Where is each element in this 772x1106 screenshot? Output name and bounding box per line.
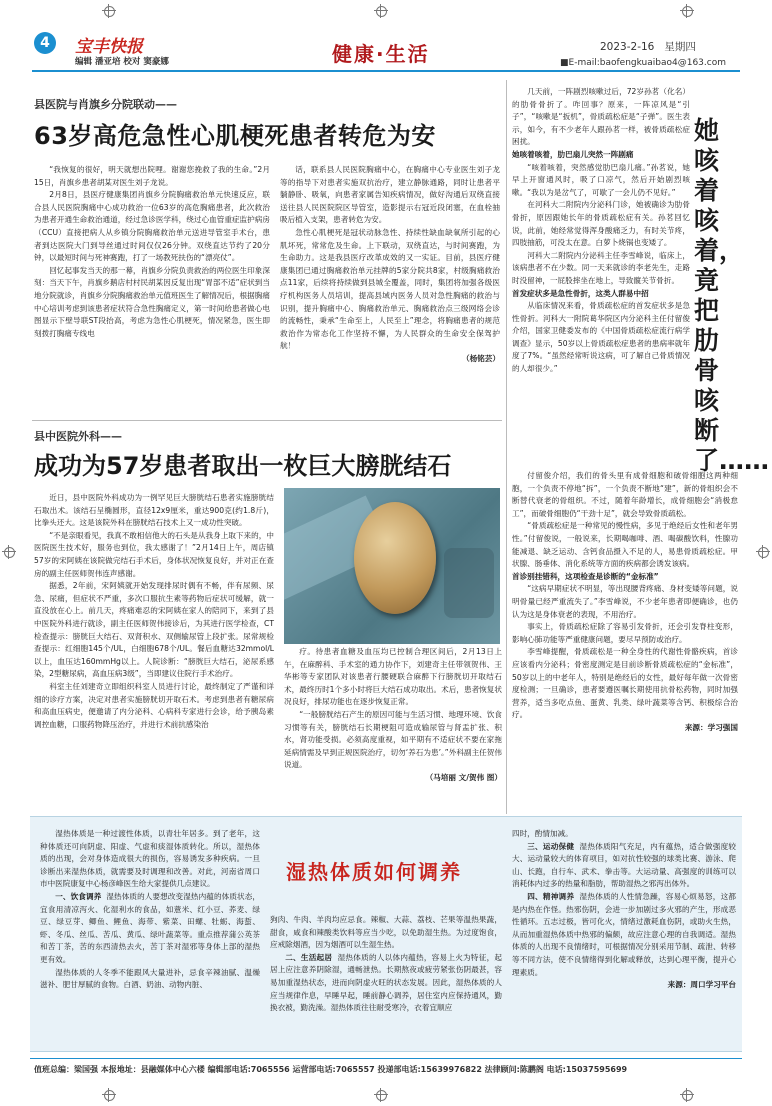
paragraph-text: 湿热体质的人以体内蕴热，容易上火为特征，起居上应注意养阴除湿，通畅泄热。长期熬夜或疲劳紧张伤阴最甚，容易加重湿热状态，进而向阴虚火旺的状态发展。因此，湿热体质的人应当规律作息，早睡早起，睡前静心调养，居住室内应保持通风，勤换衣被，勤洗澡。湿热体质往往耐受寒冷，衣着宜顺应: [270, 952, 503, 1013]
article4-column-1: [40, 828, 260, 992]
subheading: 三、运动保健: [527, 841, 575, 851]
article2-column-1: [34, 492, 274, 731]
subheading: 四、精神调养: [527, 891, 575, 901]
paragraph: 从临床情况来看，骨质疏松症的首发症状多是急性骨折。河科大一附院葛华院区内分泌科主任付留俊介绍，国家卫健委发布的《中国骨质疏松症流行病学调查》显示，50岁以上骨质疏松症患者的患病率就年度了7%。“虽然经常听说这病，可了解自己骨质情况的人却很少。”: [512, 301, 690, 374]
crop-mark: [2, 545, 16, 559]
paragraph: 急性心肌梗死是冠状动脉急性、持续性缺血缺氧所引起的心肌坏死，常常危及生命。上下联动，双绕直达，与时间赛跑，为生命助力。这是我县医疗改革成效的又一实证。目前，县医疗健康集团已通过胸痛救治单元挂牌的5家分院共8家，村级胸痛救治点11家，后续将持续做到县城全覆盖，同时，集团将加强各级医疗机构医务人员培训，提高县域内医务人员对急性胸痛的救治与识别，提升胸痛中心、胸痛救治单元、胸痛救治点三级网络会诊的流畅性，秉承“生命至上，人民至上”理念，将胸痛患者的规范救治作为常态化工作坚持不懈，为人民群众的生命安全保驾护航！: [280, 227, 500, 351]
byline: 来源：学习强国: [684, 722, 738, 732]
article4-column-2: [270, 914, 502, 1015]
paragraph: “咳着咳着，突然感觉肋巴扇儿痛。”孙茗说，她早上开窗通风时，吸了口凉气，然后开始剧烈咳嗽。“我以为是岔气了，可歇了一会儿仍不见好。”: [512, 162, 690, 197]
paragraph: 科室主任刘建奇立即组织科室人员进行讨论，最终制定了严谨和详细的诊疗方案，决定对患者实施膀胱切开取石术。考虑到患者有糖尿病和高血压病史，便邀请了内分泌科、心病科专家进行会诊，给予胰岛素调控血糖，口服药物降压治疗，并进行术前抗感染治: [34, 681, 274, 729]
article2-headline: 成功为57岁患者取出一枚巨大膀胱结石: [34, 452, 452, 480]
subheading: 首诊别挂错科，这项检查是诊断的“金标准”: [512, 571, 659, 581]
subheading: 二、生活起居: [285, 952, 333, 962]
section-title: 健康·生活: [332, 42, 430, 66]
paragraph: “我恢复的很好，明天就想出院哩。谢谢您挽救了我的生命。”2月15日，肖旗乡患者胡某对医生刘子龙说。: [34, 165, 270, 187]
paragraph: 湿热体质是一种过渡性体质，以青壮年居多。到了老年，这种体质还可向阴虚、阳虚、气虚和痰湿体质转化。所以，湿热体质的出现，会对身体造成很大的损伤，容易诱发多种疾病。一旦诊断出来湿热体质，就需要及时调理和改善。对此，河南省周口市中医院康复中心杨彦峰医生给大家提供几点建议。: [40, 829, 260, 889]
paragraph-text: 湿热体质阳气充足，内有蕴热，适合做强度较大、运动量较大的体育项目，如对抗性较强的球类比赛、游泳、爬山、长跑，自行车、武术、拳击等。大运动量、高强度的训练可以消耗体内过多的热量和脂肪，帮助湿热之邪泻出体外。: [512, 841, 737, 889]
masthead-rule: [32, 70, 740, 72]
paragraph-text: 湿热体质的人要想改变湿热内蕴的体质状态，宜食用清凉泻火、化湿利水的食品，如薏米、红小豆、荞麦、绿豆、绿豆芽、鲫鱼、鲤鱼、海带、紫菜、田螺、牡蛎、海蜇、虾、冬瓜、丝瓜、苦瓜、黄瓜、绿叶蔬菜等。重点推荐蒲公英茶和苦丁茶，苦的东西清热去火，苦丁茶对湿邪等身体上部的湿热更有效。: [40, 891, 261, 964]
crop-mark: [102, 1088, 116, 1102]
paragraph: 疗。待患者血糖及血压均已控制合理区间后，2月13日上午，在麻醉科、手术室的通力协作下，刘建奇主任带领贺伟、王华彬等专家团队对该患者行腰硬联合麻醉下行膀胱切开取结石术，最终历时1个多小时将巨大结石成功取出。术后，患者恢复状况良好，排尿功能也在逐步恢复正常。: [284, 647, 502, 707]
date: 2023-2-16: [600, 41, 655, 53]
weekday: 星期四: [664, 41, 696, 53]
article1-column-2: [280, 164, 500, 366]
paragraph: 2月8日，县医疗健康集团肖旗乡分院胸痛救治单元快速反应，联合县人民医院胸痛中心成功救治一位63岁的高危胸痛患者，此次救治为患者开通生命救治通道，经过急诊医学科，绕过心血管重症监护病房（CCU）直接把病人从乡镇分院胸痛救治单元送进导管室手术台，患者到达医院大门到导丝通过时间仅仅26分钟。双绕直达节约了20分钟，以最短时间与死神赛跑，打了一场教死扶伤的“漂亮仗”。: [34, 190, 270, 263]
article4-column-3: [512, 828, 736, 992]
crop-mark: [374, 4, 388, 18]
article1-kicker: 县医院与肖旗乡分院联动——: [34, 98, 177, 111]
paragraph: [512, 841, 736, 891]
article2-column-2: [284, 646, 502, 785]
article4-headline: 湿热体质如何调养: [286, 860, 462, 884]
subheading: 一、饮食调养: [55, 891, 102, 901]
article1-column-1: [34, 164, 270, 340]
paragraph: 近日，县中医院外科成功为一例罕见巨大膀胱结石患者实施膀胱结石取出术。该结石呈椭圆形，直径12x9厘米，重达900克(约1.8斤)，比拳头还大。这是该院外科在膀胱结石技术上又一成功性突破。: [34, 493, 274, 528]
paragraph: 付留俊介绍，我们的骨头里有成骨细胞和破骨细胞这两种细胞，一个负责不停地“拆”，一个负责不断地“建”，新的骨组织会不断替代衰老的骨组织。不过，随着年龄增长，成骨细胞会“消极怠工”，而破骨细胞仍“干劲十足”，就会导致骨质疏松。: [512, 471, 738, 518]
bladder-stone-photo: [284, 488, 500, 644]
crop-mark: [680, 1088, 694, 1102]
paragraph: 河科大二附院内分泌科主任李雪峰说，临床上，该病患者不在少数。同一天来就诊的李老先生，走路时没留神，一屁股摔坐在地上，导致髋关节骨折。: [512, 250, 690, 285]
column-divider: [506, 80, 507, 814]
byline: （马培丽 文/贺伟 图）: [425, 772, 502, 782]
article1-headline: 63岁高危急性心肌梗死患者转危为安: [34, 122, 436, 150]
paragraph: 李雪峰提醒，骨质疏松是一种全身性的代谢性骨骼疾病，首诊应该看内分泌科；骨密度测定是目前诊断骨质疏松症的“金标准”，50岁以上的中老年人，特别是绝经后的女性，最好每年做一次骨密度检测；一旦确诊，患者要遵医嘱长期使用抗骨松药物，同时加强营养，适当多吃点鱼、蛋黄、乳类、绿叶蔬菜等含钙、积极综合治疗。: [512, 647, 738, 720]
article2-kicker: 县中医院外科——: [34, 430, 122, 443]
page-number-badge: 4: [34, 32, 56, 54]
paragraph: 据悉，2年前，宋阿姨就开始发现排尿时偶有不畅，伴有尿频、尿急、尿痛，但症状不严重，多次口服抗生素等药物后症状可缓解，就一直没放在心上。前几天，疼痛难忍的宋阿姨在家人的陪同下，来到了县中医院外科进行就诊，副主任医师贺伟接诊后，为其进行医学检查，CT检查提示：膀胱巨大结石、双肾积水、双侧输尿管上段扩张。尿常规检查提示：红细胞145个/UL，白细胞678个/UL。餐后血糖达32mmol/L以上，血压达160mmHg以上。人院诊断：“膀胱巨大结石，泌尿系感染，2型糖尿病，高血压病3级”，当即建议住院行手术治疗。: [34, 581, 274, 679]
paragraph: [512, 891, 736, 979]
paragraph: 几天前，一阵剧烈咳嗽过后，72岁孙茗（化名）的肋骨骨折了。咋回事？原来，一阵凉风是“引子”，“咳嗽是“扳机”，骨质疏松症是“子弹”。医生表示，如今，有不少老年人跟孙茗一样，被骨质疏松症困扰。: [512, 87, 690, 147]
crop-mark: [102, 4, 116, 18]
article3-column-top: [512, 86, 690, 376]
paper-logo: 宝丰快报: [75, 37, 143, 57]
subheading: 首发症状多是急性骨折，这类人群易中招: [512, 288, 649, 298]
editor-line: 编辑 潘亚培 校对 窦豪娜: [75, 57, 169, 67]
crop-mark: [756, 545, 770, 559]
divider: [32, 420, 502, 421]
paragraph: 在河科大二附院内分泌科门诊，她被确诊为肋骨骨折，原因跟她长年的骨质疏松症有关。孙茗回忆说，此前，她经常觉得浑身酸痛乏力，有时关节疼，四肢抽筋，可没太在意。白萝卜烧锅也变矮了。: [512, 200, 690, 248]
stone-shape: [354, 502, 436, 614]
paragraph: 事实上，骨质疏松症除了容易引发骨折，还会引发脊柱变形，影响心肺功能等严重健康问题，要尽早预防或治疗。: [512, 622, 738, 644]
crop-mark: [680, 4, 694, 18]
paragraph: “一般膀胱结石产生的原因可能与生活习惯、地理环境、饮食习惯等有关，膀胱结石长期梗阻可造成输尿管与肾盂扩张、积水，肾功能受损。必须高度重视，如平期有不适症状不要在家拖延病情需及早到正规医院治疗，切勿‘养石为患’。”外科副主任贺伟说道。: [284, 709, 502, 770]
issue-date: [600, 39, 696, 54]
paragraph: “骨质疏松症是一种常见的慢性病，多见于绝经后女性和老年男性。”付留俊说，一般说来，长期喝咖啡、酒、喝碳酸饮料，性腺功能减退、缺乏运动、含钙食品摄入不足的人，易患骨质疏松症。甲状腺、肠垂体、消化系统等方面的疾病都会诱发该病。: [512, 521, 738, 569]
crop-mark: [374, 1088, 388, 1102]
footer-rule: [30, 1058, 742, 1059]
email: ■E-mail:baofengkuaibao4@163.com: [560, 58, 726, 68]
article3-column-bottom: [512, 470, 738, 734]
byline: 来源：周口学习平台: [667, 980, 736, 990]
paragraph: 四时，酌情加减。: [512, 829, 573, 838]
paragraph: [270, 952, 502, 1015]
paragraph: 话，联系县人民医院胸痛中心，在胸痛中心专业医生刘子龙等的指导下对患者实施双抗治疗，建立静脉通路，同时让患者平躺静卧、吸氧，向患者家属告知疾病情况，做好沟通后双绕直接送往县人民医院院区导管室，造影提示右冠近段闭塞，在血栓抽吸后植入支架，患者转危为安。: [280, 165, 500, 225]
article3-headline: 她咳着咳着，竟把肋骨咳断了……: [694, 116, 770, 475]
paragraph: 狗肉、牛肉、羊肉均应忌食。辣椒、大蒜、荔枝、芒果等温热果蔬，甜食，咸食和辣酸类饮料等应当少吃，以免助湿生热。为过度饱食，应戒除烟酒，因为烟酒可以生湿生热。: [270, 915, 502, 950]
footer-info: 值班总编：梁国强 本报地址：县融媒体中心六楼 编辑部电话:7065556 运营部电话:7065557 投递部电话:15639976822 法律顾问:陈鹏阁 电话:15037595699: [34, 1065, 628, 1074]
paragraph: “这病早期症状不明显，等出现腰背疼痛、身材变矮等问题，说明骨量已经严重流失了。”李雪峰说，不少老年患者即便确诊，也仍认为这是身体衰老的表现，不用治疗。: [512, 584, 738, 619]
paragraph: 湿热体质的人冬季不能跟风大量进补，忌食辛辣油腻、温燥滋补、肥甘厚腻的食物。白酒、奶油、动物内脏、: [40, 967, 260, 990]
paragraph: “不是亲眼看见，我真不敢相信他大的石头是从我身上取下来的，中医院医生技术好，服务也到位，我太感谢了！”2月14日上午，周店镇57岁的宋阿姨在该院做完结石手术后，身体状况恢复良好，并对正在查房的副主任医师贺伟连声感谢。: [34, 530, 274, 578]
byline: （杨铭芸）: [462, 353, 500, 363]
paragraph: 回忆起事发当天的那一幕，肖旗乡分院负责救治的两位医生印象深刻：当天下午，肖旗乡鹅店村村民胡某因反复出现“胃部不适”症状到当地分院就诊，肖旗乡分院胸痛救治单元值班医生了解情况后，根据胸痛中心培训考虑到该患者症状符合急性胸痛定义，第一时间给患者做心电图显示下壁导联ST段抬高，考虑为急性心肌梗死，情况紧急，医生即刻拨打胸痛专线电: [34, 265, 270, 338]
subheading: 她咳着咳着，肋巴扇儿突然一阵剧痛: [512, 149, 634, 159]
paragraph: [40, 891, 260, 967]
paragraph-text: 湿热体质的人性情急躁，容易心烦易怒，这都是内热在作怪。热邪伤阴，会进一步加剧过多火邪的产生，形成恶性循环。五志过极，皆可化火，情绪过激耗血伤阴，或助火生热，从而加重湿热体质中热邪的偏颇，故应注意心理的自我调适。湿热体质的人出现不良情绪时，可根据情况分别采用节制、疏泄、转移等不同方法，使不良情绪得到化解或释放，达到心理平衡，提升心理素质。: [512, 891, 737, 977]
